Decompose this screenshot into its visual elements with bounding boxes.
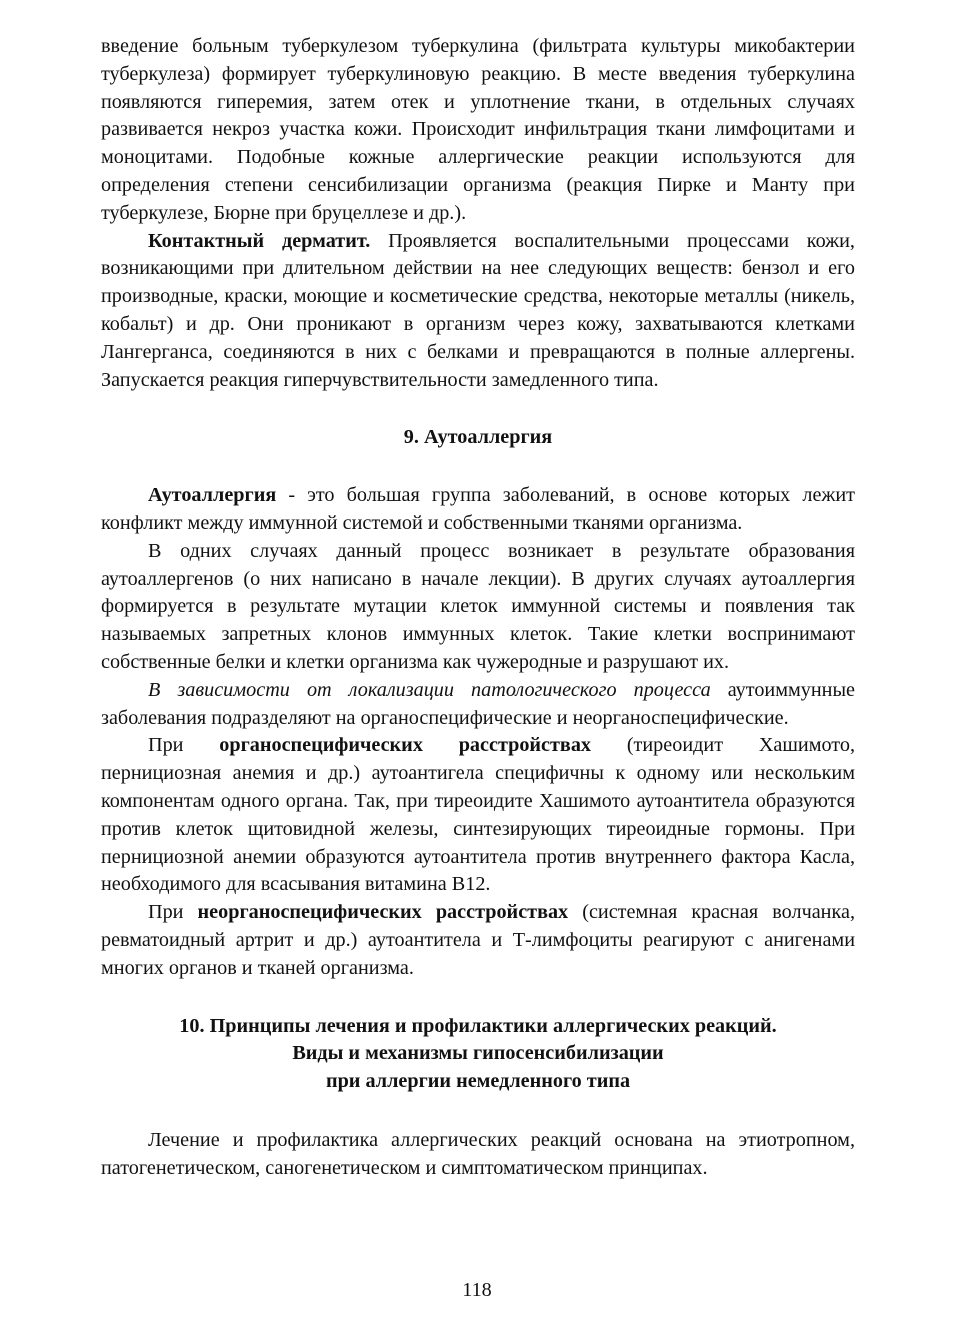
paragraph-autoallergy-definition [101, 482, 855, 538]
page-body [101, 33, 855, 1182]
section-10-title-line-1: 10. Принципы лечения и профилактики аллергических реакций. [179, 1014, 777, 1037]
italic-phrase: В зависимости от локализации патологического процесса [148, 678, 711, 701]
paragraph-lead: При [148, 734, 220, 757]
section-10-title [101, 1013, 855, 1096]
paragraph-treatment-principles [101, 1127, 855, 1183]
term-organ-specific: органоспецифических расстройствах [219, 734, 592, 757]
paragraph-autoallergy-causes [101, 538, 855, 677]
paragraph-text: введение больным туберкулезом туберкулина (фильтрата культуры микобактерии туберкулеза) формирует туберкулиновую реакцию. В месте введения туберкулина появляются гиперемия, затем отек и уплотнение ткани, в отдельных случаях развивается некроз участка кожи. Происходит инфильтрация ткани лимфоцитами и моноцитами. Подобные кожные аллергические реакции используются для определения степени сенсибилизации организма (реакция Пирке и Манту при туберкулезе, Бюрне при бруцеллезе и др.). [101, 35, 855, 224]
paragraph-text: Проявляется воспалительными процессами кожи, возникающими при длительном действии на нее следующих веществ: бензол и его производные, краски, моющие и косметические средства, некоторые металлы (никель, кобальт) и др. Они проникают в организм через кожу, захватываются клетками Лангерганса, соединяются в них с белками и превращаются в полные аллергены. Запускается реакция гиперчувствительности замедленного типа. [101, 229, 855, 391]
term-non-organ-specific: неорганоспецифических расстройствах [197, 901, 569, 924]
paragraph-text: В одних случаях данный процесс возникает в результате образования аутоаллергенов (о них написано в начале лекции). В других случаях аутоаллергия формируется в результате мутации клеток иммунной системы и появления так называемых запретных клонов иммунных клеток. Такие клетки воспринимают собственные белки и клетки организма как чужеродные и разрушают их. [101, 539, 855, 673]
paragraph-lead: При [148, 901, 198, 924]
paragraph-organ-specific [101, 732, 855, 899]
paragraph-text: (тиреоидит Хашимото, пернициозная анемия и др.) аутоантигела специфичны к одному или нескольким компонентам одного органа. Так, при тиреоидите Хашимото аутоантитела образуются против клеток щитовидной железы, синтезирующих тиреоидные гормоны. При пернициозной анемии образуются аутоантитела против внутреннего фактора Касла, необходимого для всасывания витамина В12. [101, 734, 855, 896]
paragraph-text: - это большая группа заболеваний, в основе которых лежит конфликт между иммунной системой и собственными тканями организма. [101, 484, 855, 534]
section-9-title: 9. Аутоаллергия [403, 426, 553, 449]
paragraph-text: аутоиммунные заболевания подразделяют на органоспецифические и неорганоспецифические. [101, 678, 855, 729]
paragraph-non-organ-specific [101, 899, 855, 982]
section-10-title-line-2: Виды и механизмы гипосенсибилизации [292, 1042, 664, 1065]
paragraph-contact-dermatitis [101, 228, 855, 395]
term-contact-dermatitis: Контактный дерматит. [148, 229, 371, 252]
paragraph-tuberculin [101, 33, 855, 228]
term-autoallergy: Аутоаллергия [148, 484, 277, 507]
paragraph-text: Лечение и профилактика аллергических реакций основана на этиотропном, патогенетическом, саногенетическом и симптоматическом принципах. [101, 1128, 855, 1179]
paragraph-text: (системная красная волчанка, ревматоидный артрит и др.) аутоантитела и Т-лимфоциты реагируют с анигенами многих органов и тканей организма. [101, 901, 855, 979]
paragraph-localization [101, 677, 855, 733]
section-10-title-line-3: при аллергии немедленного типа [325, 1070, 631, 1093]
page-number: 118 [462, 1279, 492, 1301]
